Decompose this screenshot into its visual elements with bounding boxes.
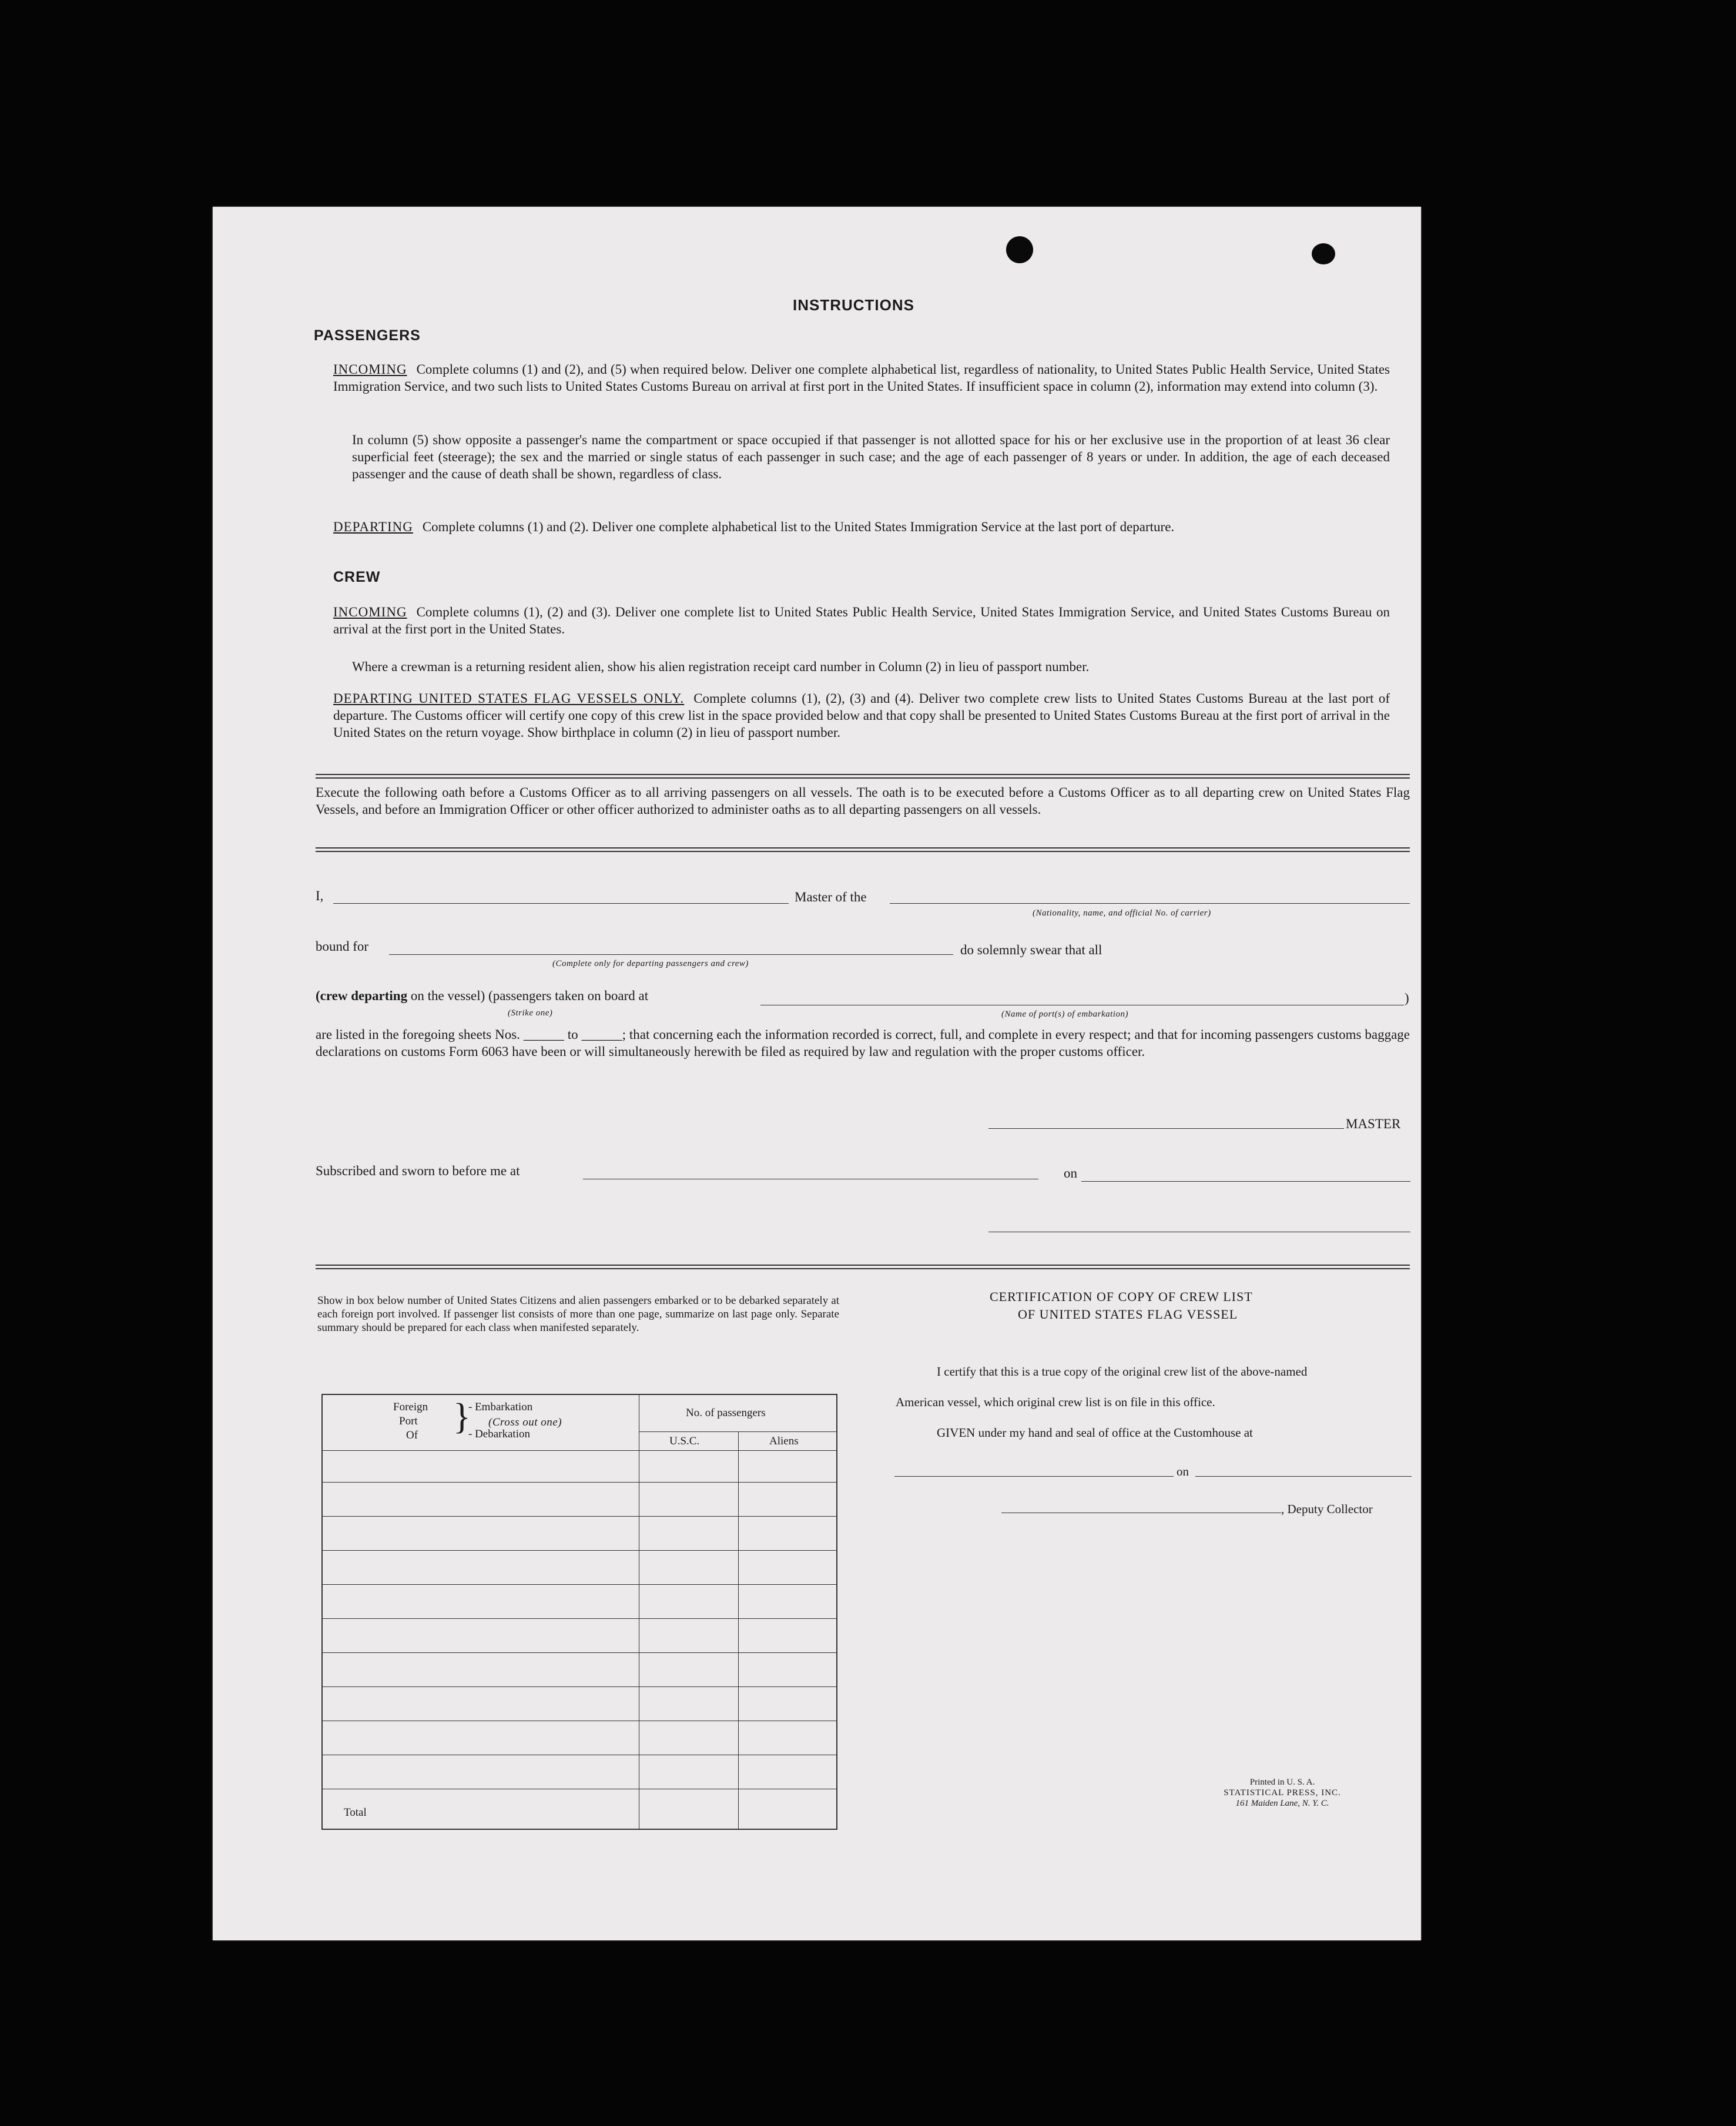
table-row bbox=[323, 1618, 836, 1619]
swear-label: do solemnly swear that all bbox=[960, 943, 1102, 957]
deputy-collector-label: , Deputy Collector bbox=[1281, 1502, 1373, 1516]
summary-note: Show in box below number of United States Citizens and alien passengers embarked or to be debarked separately at each foreign port involved. If passenger list consists of more than one page, summarize on last page only. Separate summary should be prepared for each class when manifested separately. bbox=[317, 1295, 839, 1334]
passengers-incoming-text: Complete columns (1) and (2), and (5) when required below. Deliver one complete alphabetical list, regardless of nationality, to United States Public Health Service, United States Immigration Service, and two such lists to United States Customs Bureau on arrival at first port in the United States. If insufficient space in column (2), information may extend into column (3). bbox=[333, 362, 1390, 394]
given-text: GIVEN under my hand and seal of office at the Customhouse at bbox=[937, 1426, 1253, 1440]
crew-incoming-label: INCOMING bbox=[333, 605, 407, 619]
ports-note: (Name of port(s) of embarkation) bbox=[1001, 1010, 1128, 1019]
punch-hole-left bbox=[1006, 236, 1033, 263]
crew-incoming-text: Complete columns (1), (2) and (3). Deliver one complete list to United States Public Health Service, United States Immigration Service, and United States Customs Bureau on arrival at the first port in the United States. bbox=[333, 605, 1390, 636]
master-of-label: Master of the bbox=[795, 890, 867, 904]
total-label: Total bbox=[344, 1806, 367, 1819]
printer-imprint bbox=[1212, 1777, 1353, 1809]
passengers-departing-paragraph bbox=[333, 518, 1390, 535]
bound-for-note: (Complete only for departing passengers and crew) bbox=[552, 959, 749, 968]
usc-header: U.S.C. bbox=[669, 1435, 700, 1447]
carrier-line bbox=[890, 903, 1410, 904]
aliens-header: Aliens bbox=[769, 1435, 799, 1447]
passengers-departing-text: Complete columns (1) and (2). Deliver one complete alphabetical list to the United States Immigration Service at the last port of departure. bbox=[422, 519, 1175, 534]
table-row bbox=[323, 1584, 836, 1585]
column5-paragraph: In column (5) show opposite a passenger's name the compartment or space occupied if that passenger is not allotted space for his or her exclusive use in the proportion of at least 36 clear superficial feet (steerage); the sex and the married or single status of each passenger in such case; and the age of each passenger of 8 years or under. In addition, the age of each deceased passenger and the cause of death shall be shown, regardless of class. bbox=[352, 432, 1390, 481]
crew-departing-option bbox=[316, 988, 648, 1004]
oath-intro: Execute the following oath before a Customs Officer as to all arriving passengers on all vessels. The oath is to be executed before a Customs Officer as to all departing crew on United States Flag Vessels, and before an Immigration Officer or other officer authorized to administer oaths as to all departing passengers on all vessels. bbox=[316, 785, 1410, 817]
passengers-departing-label: DEPARTING bbox=[333, 519, 413, 534]
master-name-line bbox=[333, 903, 789, 904]
subscribed-date-line bbox=[1081, 1181, 1410, 1182]
close-paren: ) bbox=[1405, 991, 1409, 1005]
cross-out-note: (Cross out one) bbox=[488, 1416, 562, 1428]
master-label: MASTER bbox=[1346, 1116, 1401, 1131]
brace-icon: } bbox=[453, 1397, 471, 1437]
crew-resident-paragraph: Where a crewman is a returning resident alien, show his alien registration receipt card number in Column (2) in lieu of passport number. bbox=[352, 659, 1090, 674]
passengers-incoming-paragraph bbox=[333, 361, 1390, 395]
foreign-label: Foreign bbox=[393, 1401, 428, 1413]
passengers-taken-text: (passengers taken on board at bbox=[488, 988, 649, 1003]
table-divider-usc bbox=[738, 1431, 739, 1829]
printer-line-1: Printed in U. S. A. bbox=[1249, 1778, 1315, 1787]
certify-line-1: I certify that this is a true copy of the original crew list of the above-named bbox=[937, 1364, 1308, 1379]
listed-sheets-paragraph: are listed in the foregoing sheets Nos. ______ to ______; that concerning each the information recorded is correct, full, and complete in every respect; and that for incoming passengers customs baggage declarations on customs Form 6063 have been or will simultaneously herewith be filed as required by law and regulation with the proper customs officer. bbox=[316, 1027, 1410, 1059]
crew-incoming-paragraph bbox=[333, 603, 1390, 638]
customhouse-line bbox=[894, 1476, 1174, 1477]
certify-line-2: American vessel, which original crew list is on file in this office. bbox=[896, 1395, 1215, 1409]
table-header-rule bbox=[323, 1450, 836, 1451]
crew-heading: CREW bbox=[333, 569, 381, 585]
subscribed-on-label: on bbox=[1064, 1166, 1077, 1181]
passenger-summary-table bbox=[321, 1394, 837, 1830]
no-passengers-header: No. of passengers bbox=[686, 1407, 766, 1419]
double-rule-bottom bbox=[316, 1265, 1410, 1269]
strike-note: (Strike one) bbox=[508, 1008, 553, 1018]
cert-date-line bbox=[1195, 1476, 1412, 1477]
certification-title-2: OF UNITED STATES FLAG VESSEL bbox=[1018, 1307, 1238, 1322]
crew-departing-label: DEPARTING UNITED STATES FLAG VESSELS ONLY. bbox=[333, 691, 685, 706]
printer-line-3: 161 Maiden Lane, N. Y. C. bbox=[1235, 1799, 1329, 1808]
passengers-heading: PASSENGERS bbox=[314, 327, 421, 344]
of-label: Of bbox=[406, 1429, 418, 1441]
master-signature-line bbox=[988, 1128, 1344, 1129]
table-subheader-rule bbox=[639, 1431, 836, 1432]
debarkation-label: - Debarkation bbox=[468, 1428, 530, 1440]
port-label: Port bbox=[399, 1415, 418, 1427]
bound-for-label: bound for bbox=[316, 939, 369, 954]
certification-title-1: CERTIFICATION OF COPY OF CREW LIST bbox=[990, 1289, 1253, 1304]
subscribed-label: Subscribed and sworn to before me at bbox=[316, 1163, 520, 1178]
double-rule-oath bbox=[316, 847, 1410, 852]
table-row bbox=[323, 1652, 836, 1653]
crew-departing-paragraph bbox=[333, 690, 1390, 741]
crew-departing-text: Complete columns (1), (2), (3) and (4). Deliver two complete crew lists to United States Customs Bureau at the last port of departure. The Customs officer will certify one copy of this crew list in the space provided below and that copy shall be presented to United States Customs Bureau at the first port of arrival in the United States on the return voyage. Show birthplace in column (2) in lieu of passport number. bbox=[333, 691, 1390, 740]
oath-i-label: I, bbox=[316, 888, 324, 903]
punch-hole-right bbox=[1312, 243, 1335, 264]
embarkation-label: - Embarkation bbox=[468, 1401, 533, 1413]
bound-for-line bbox=[389, 954, 953, 955]
instructions-title: INSTRUCTIONS bbox=[793, 296, 914, 314]
double-rule-top bbox=[316, 774, 1410, 779]
table-row bbox=[323, 1686, 836, 1687]
passengers-incoming-label: INCOMING bbox=[333, 362, 407, 377]
printer-line-2: STATISTICAL PRESS, INC. bbox=[1224, 1788, 1341, 1798]
form-sheet bbox=[213, 207, 1421, 1940]
on-vessel-text: on the vessel) bbox=[410, 988, 485, 1003]
cert-on-label: on bbox=[1177, 1464, 1189, 1478]
carrier-note: (Nationality, name, and official No. of carrier) bbox=[1033, 908, 1211, 918]
crew-departing-strong: (crew departing bbox=[316, 988, 408, 1003]
table-row bbox=[323, 1482, 836, 1483]
table-row bbox=[323, 1550, 836, 1551]
table-row bbox=[323, 1516, 836, 1517]
